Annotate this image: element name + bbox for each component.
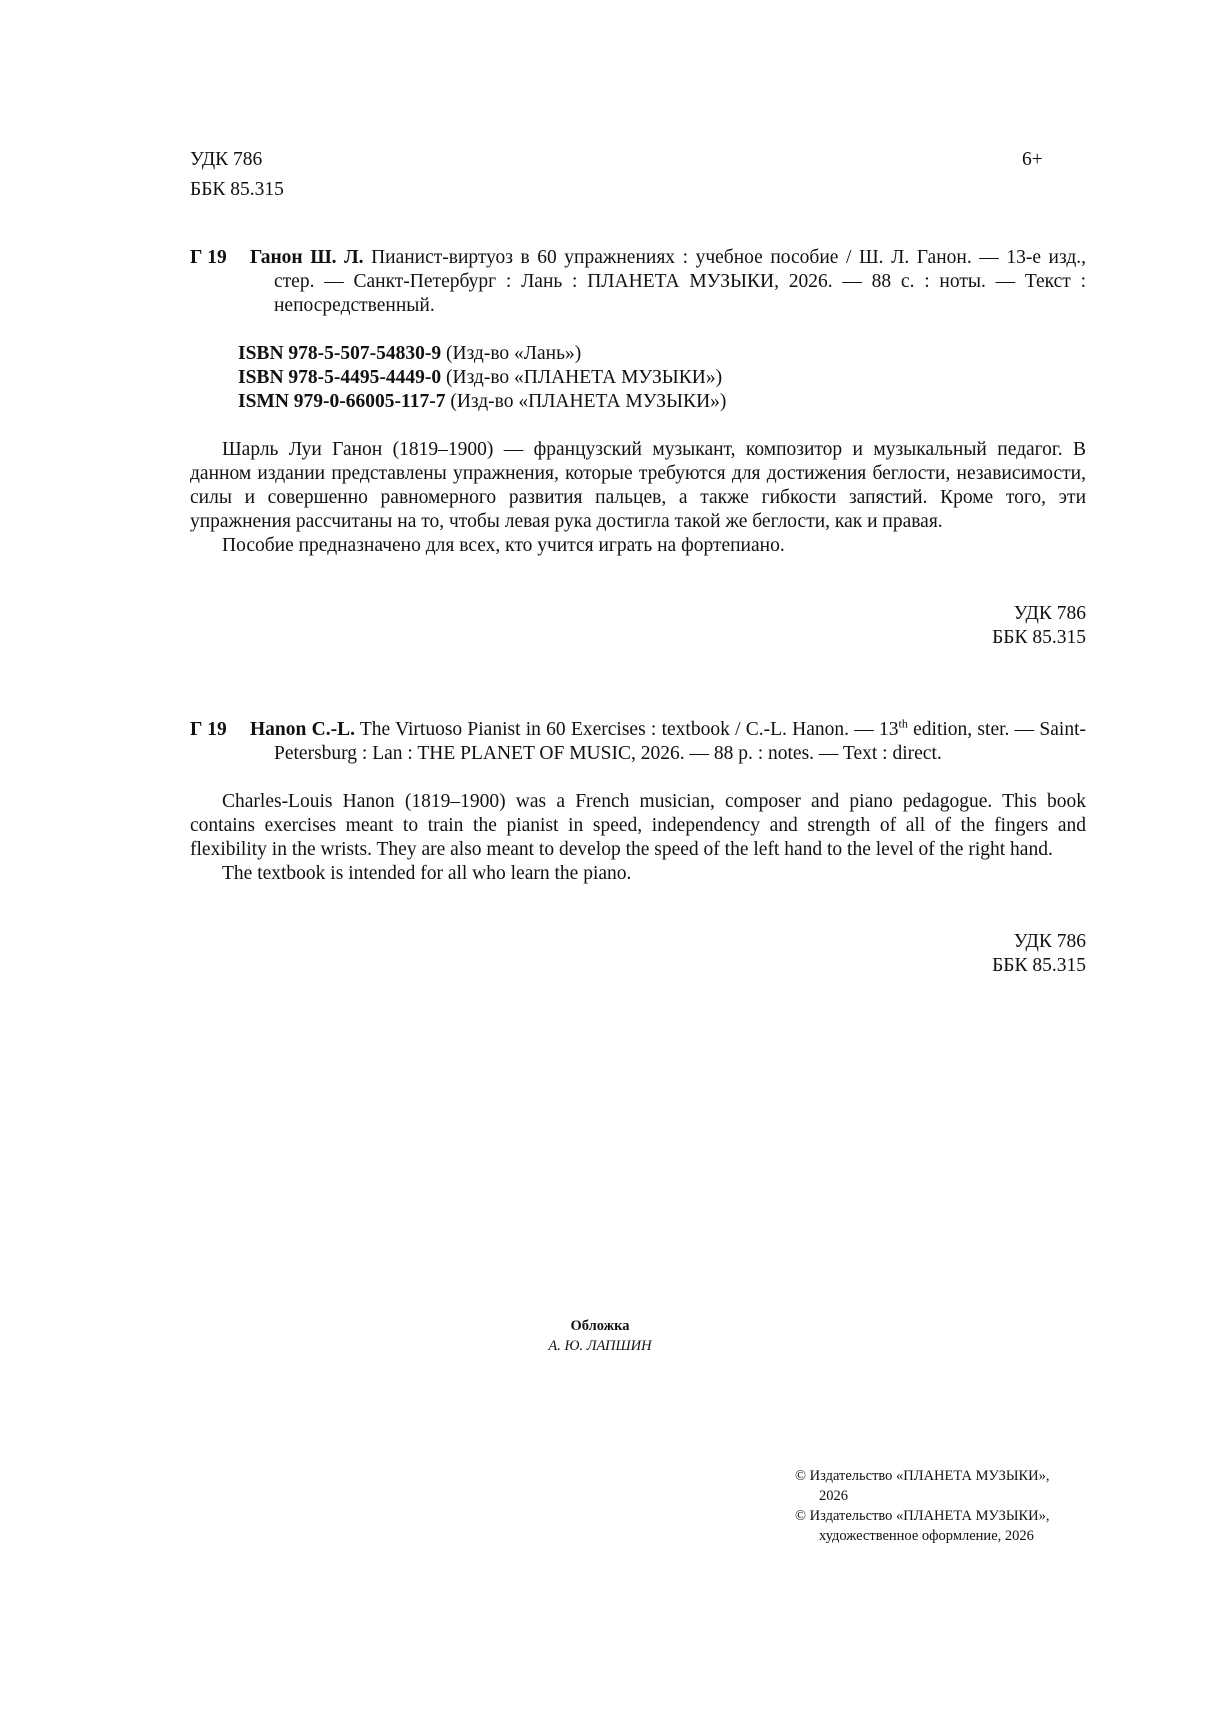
ismn-publisher: (Изд-во «ПЛАНЕТА МУЗЫКИ») [450, 391, 727, 412]
en-classification [886, 930, 1086, 978]
copyright-line2-cont: художественное оформление, 2026 [819, 1528, 1034, 1544]
cover-label: Обложка [570, 1318, 630, 1334]
ru-entry-code: Г 19 [190, 247, 227, 268]
en-abstract-p2: The textbook is intended for all who learn the piano. [222, 863, 632, 884]
en-entry-description-post: edition, ster. — Saint-Petersburg : Lan : THE PLANET OF MUSIC, 2026. — 88 p. : notes. — Text : direct. [274, 719, 1086, 764]
copyright-line2: © Издательство «ПЛАНЕТА МУЗЫКИ», [795, 1508, 1050, 1524]
age-rating: 6+ [1022, 149, 1043, 170]
ru-abstract-p2: Пособие предназначено для всех, кто учится играть на фортепиано. [222, 535, 785, 556]
cover-credit [460, 1316, 740, 1356]
en-entry-code: Г 19 [190, 719, 227, 740]
en-catalog-entry [190, 718, 1086, 766]
ru-classification [886, 602, 1086, 650]
udk-header: УДК 786 [190, 149, 263, 170]
ru-isbn-block [238, 342, 726, 414]
en-udk: УДК 786 [1013, 931, 1086, 952]
en-entry-sup: th [898, 716, 908, 731]
copyright-line1: © Издательство «ПЛАНЕТА МУЗЫКИ», [795, 1468, 1050, 1484]
en-bbk: ББК 85.315 [992, 955, 1086, 976]
ru-entry-author: Ганон Ш. Л. [250, 247, 364, 268]
copyright-block [795, 1466, 1095, 1546]
en-entry-description-pre: The Virtuoso Pianist in 60 Exercises : textbook / C.-L. Hanon. — 13 [359, 719, 899, 740]
ru-entry-description: Пианист-виртуоз в 60 упражнениях : учебное пособие / Ш. Л. Ганон. — 13-е изд., стер. — Санкт-Петербург : Лань : ПЛАНЕТА МУЗЫКИ, 2026. — 88 с. : ноты. — Текст : непосредственный. [274, 247, 1086, 316]
isbn-planet-number: ISBN 978-5-4495-4449-0 [238, 367, 442, 388]
bbk-header: ББК 85.315 [190, 179, 284, 200]
ismn-number: ISMN 979-0-66005-117-7 [238, 391, 446, 412]
ru-abstract-p1: Шарль Луи Ганон (1819–1900) — французский музыкант, композитор и музыкальный педагог. В данном издании представлены упражнения, которые требуются для достижения беглости, независимости, силы и совершенно равномерного развития пальцев, а также гибкости запястий. Кроме того, эти упражнения рассчитаны на то, чтобы левая рука достигла такой же беглости, как и правая. [190, 439, 1086, 532]
isbn-lan-publisher: (Изд-во «Лань») [446, 343, 582, 364]
en-entry-author: Hanon C.-L. [250, 719, 355, 740]
ismn-planet [238, 390, 726, 414]
en-abstract-p1: Charles-Louis Hanon (1819–1900) was a French musician, composer and piano pedagogue. This book contains exercises meant to train the pianist in speed, independency and strength of all of the fingers and flexibility in the wrists. They are also meant to develop the speed of the left hand to the level of the right hand. [190, 791, 1086, 860]
isbn-planet [238, 366, 726, 390]
isbn-lan [238, 342, 726, 366]
ru-catalog-entry [190, 246, 1086, 318]
ru-entry-body [190, 246, 1086, 318]
copyright-line1-year: 2026 [819, 1488, 848, 1504]
ru-bbk: ББК 85.315 [992, 627, 1086, 648]
ru-abstract [190, 438, 1086, 558]
isbn-planet-publisher: (Изд-во «ПЛАНЕТА МУЗЫКИ») [446, 367, 723, 388]
en-abstract [190, 790, 1086, 886]
en-entry-body [190, 718, 1086, 766]
isbn-lan-number: ISBN 978-5-507-54830-9 [238, 343, 442, 364]
ru-udk: УДК 786 [1013, 603, 1086, 624]
cover-artist: А. Ю. ЛАПШИН [548, 1338, 652, 1354]
